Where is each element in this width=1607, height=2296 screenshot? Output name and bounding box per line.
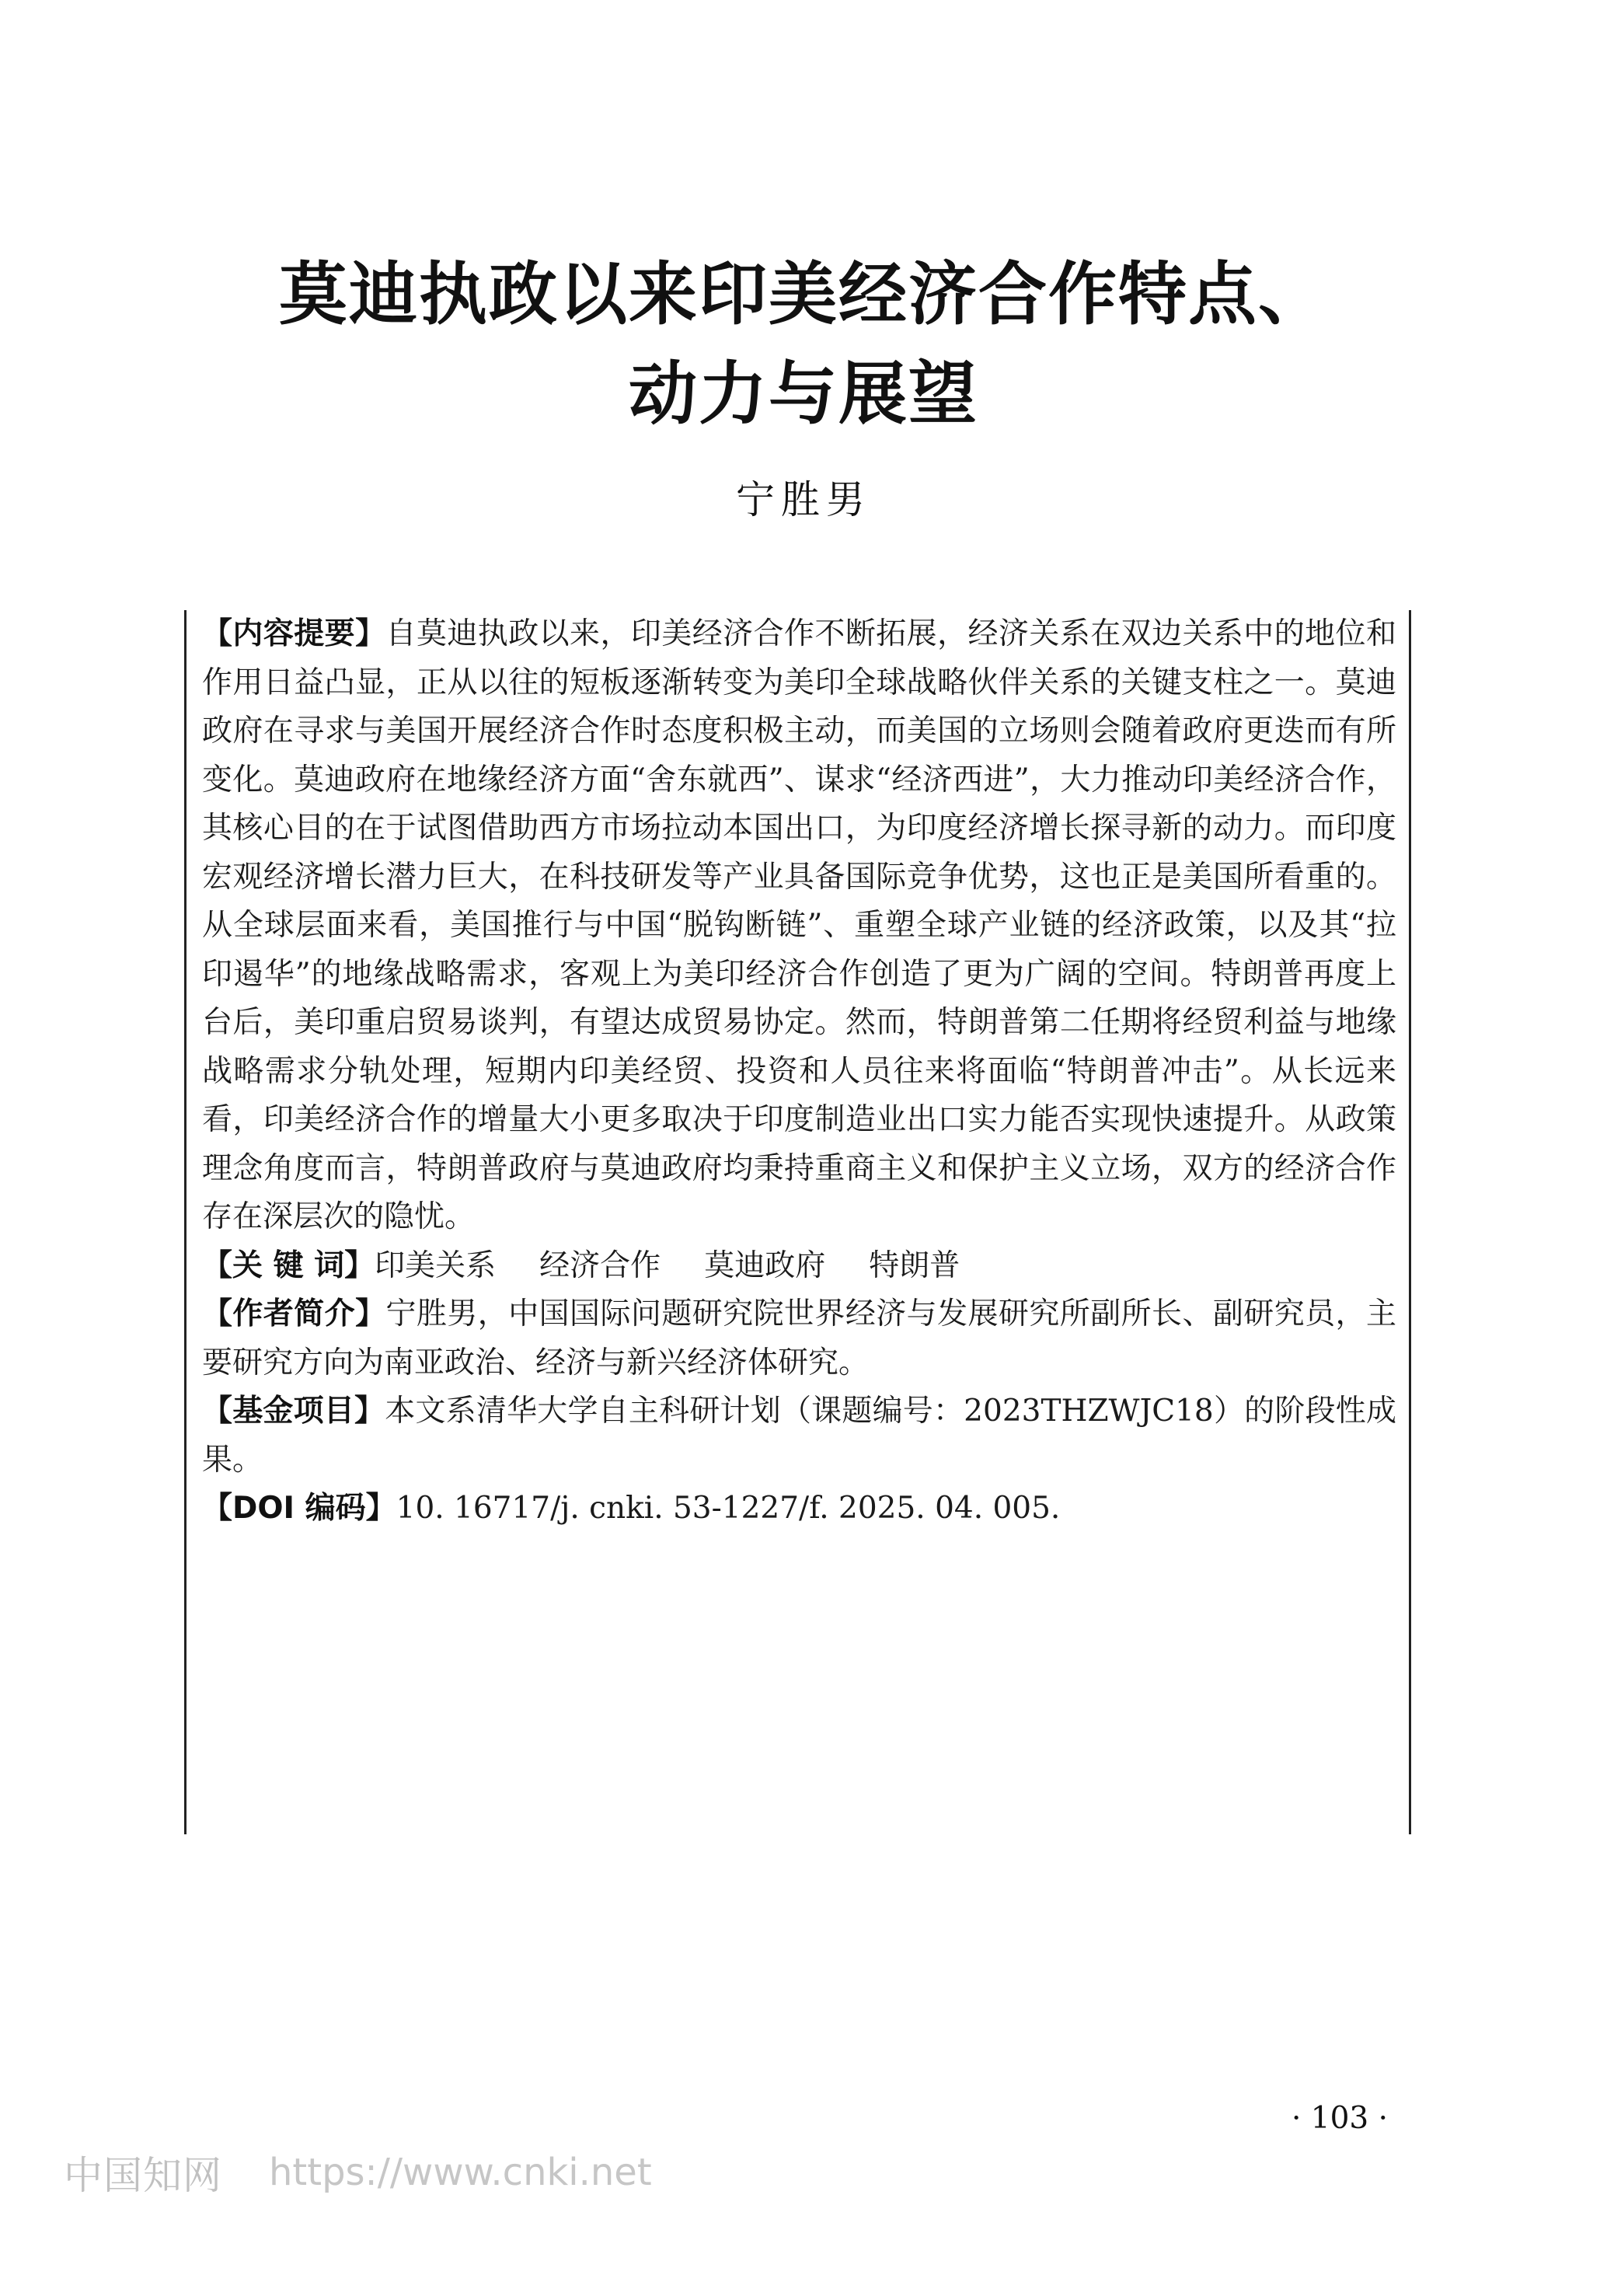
abstract-paragraph bbox=[202, 610, 1396, 1242]
fund-paragraph bbox=[202, 1387, 1396, 1485]
watermark-logo: 中国知网 bbox=[64, 2153, 222, 2198]
fund-label: 【基金项目】 bbox=[202, 1394, 385, 1429]
author-intro-label: 【作者简介】 bbox=[202, 1296, 386, 1331]
article-title-line-2: 动力与展望 bbox=[628, 353, 978, 434]
keywords-paragraph bbox=[202, 1242, 1396, 1291]
doi-text: 10. 16717/j. cnki. 53-1227/f. 2025. 04. 005. bbox=[396, 1491, 1061, 1526]
article-title-line-1: 莫迪执政以来印美经济合作特点、 bbox=[278, 253, 1328, 334]
page-number: · 103 · bbox=[1292, 2101, 1389, 2136]
keyword-item: 特朗普 bbox=[869, 1247, 960, 1283]
keyword-item: 莫迪政府 bbox=[704, 1247, 826, 1283]
author-name: 宁胜男 bbox=[736, 477, 871, 522]
keywords-label: 【关 键 词】 bbox=[202, 1247, 375, 1283]
keyword-item: 经济合作 bbox=[539, 1247, 661, 1283]
author-intro-paragraph bbox=[202, 1290, 1396, 1387]
abstract-content bbox=[202, 610, 1396, 1534]
doi-label: 【DOI 编码】 bbox=[202, 1491, 396, 1526]
watermark-url: https://www.cnki.net bbox=[269, 2151, 652, 2194]
doi-paragraph bbox=[202, 1485, 1396, 1534]
abstract-text: 自莫迪执政以来，印美经济合作不断拓展，经济关系在双边关系中的地位和作用日益凸显，正从以往的短板逐渐转变为美印全球战略伙伴关系的关键支柱之一。莫迪政府在寻求与美国开展经济合作时态度积极主动，而美国的立场则会随着政府更迭而有所变化。莫迪政府在地缘经济方面“舍东就西”、谋求“经济西进”，大力推动印美经济合作，其核心目的在于试图借助西方市场拉动本国出口，为印度经济增长探寻新的动力。而印度宏观经济增长潜力巨大，在科技研发等产业具备国际竞争优势，这也正是美国所看重的。从全球层面来看，美国推行与中国“脱钩断链”、重塑全球产业链的经济政策，以及其“拉印遏华”的地缘战略需求，客观上为美印经济合作创造了更为广阔的空间。特朗普再度上台后，美印重启贸易谈判，有望达成贸易协定。然而，特朗普第二任期将经贸利益与地缘战略需求分轨处理，短期内印美经贸、投资和人员往来将面临“特朗普冲击”。从长远来看，印美经济合作的增量大小更多取决于印度制造业出口实力能否实现快速提升。从政策理念角度而言，特朗普政府与莫迪政府均秉持重商主义和保护主义立场，双方的经济合作存在深层次的隐忧。 bbox=[202, 616, 1396, 1234]
cnki-watermark bbox=[64, 2145, 652, 2200]
keyword-item: 印美关系 bbox=[375, 1247, 497, 1283]
abstract-box bbox=[184, 610, 1411, 1834]
author-intro-text: 宁胜男，中国国际问题研究院世界经济与发展研究所副所长、副研究员，主要研究方向为南亚政治、经济与新兴经济体研究。 bbox=[202, 1296, 1396, 1380]
abstract-label: 【内容提要】 bbox=[202, 616, 386, 651]
fund-text: 本文系清华大学自主科研计划（课题编号：2023THZWJC18）的阶段性成果。 bbox=[202, 1394, 1396, 1478]
